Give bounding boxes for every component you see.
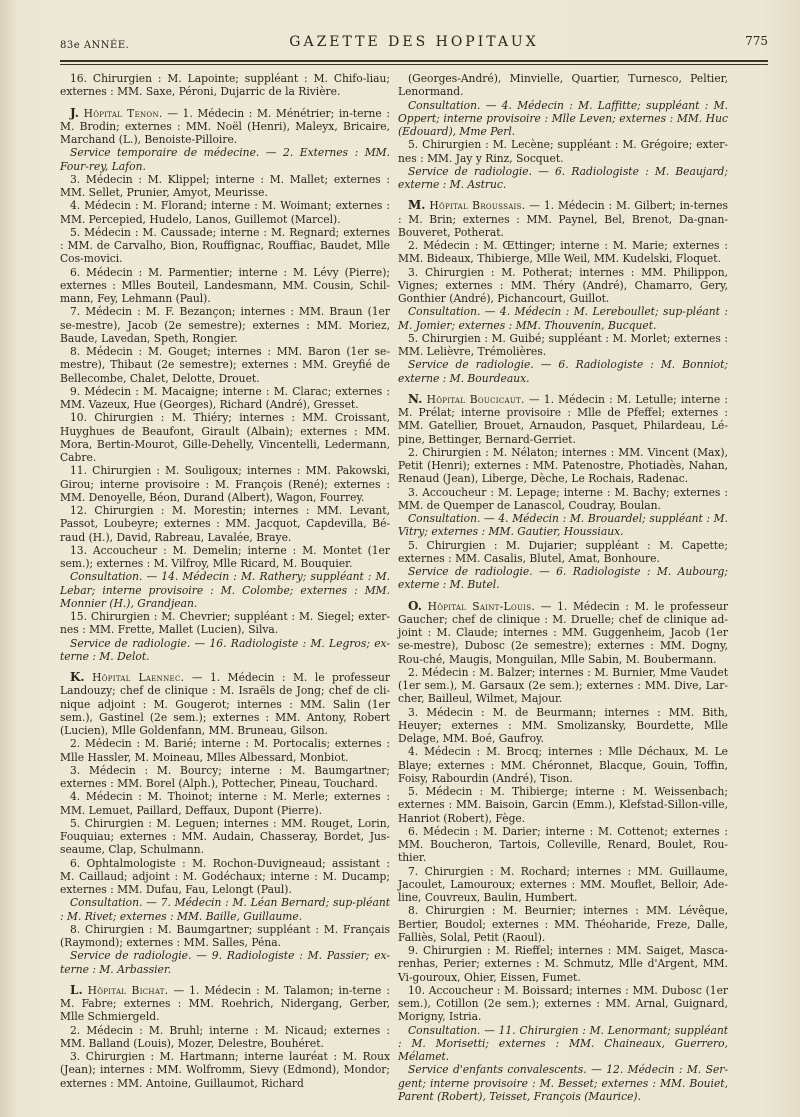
hospital-name: Hôpital Laennec. <box>92 671 185 684</box>
service-entry: 9. Médecin : M. Macaigne; interne : M. Clarac; externes : MM. Vazeux, Hue (Georges), Richard (André), Gresset. <box>60 384 390 411</box>
hospital-name: Hôpital Tenon. <box>83 106 163 120</box>
hospital-section-heading <box>60 671 390 737</box>
hospital-section-heading <box>60 107 390 147</box>
service-entry: 5. Chirurgien : M. Lecène; suppléant : M. Grégoire; exter-nes : MM. Jay y Rinz, Socquet. <box>398 138 728 165</box>
hospital-section-heading <box>398 199 728 239</box>
hospital-name: Hôpital Broussais. <box>429 199 526 213</box>
hospital-section-heading <box>398 393 728 446</box>
entry-text: — 1. Médecin : M. le professeur Landouzy; chef de clinique : M. Israëls de Jong; chef de cli-nique adjoint : M. Gougerot; internes : MM. Salin (1er sem.), Gastinel (2e sem.); externes : MM. Antony, Robert (Lucien), Mlle Goldenfann, MM. Bruneau, Gilson. <box>60 671 390 737</box>
service-entry: 3. Accoucheur : M. Lepage; interne : M. Bachy; externes : MM. de Quemper de Lanascol, Coudray, Boulan. <box>398 485 728 512</box>
header-rule <box>60 60 768 62</box>
service-entry: 8. Chirurgien : M. Baumgartner; suppléant : M. Français (Raymond); externes : MM. Salles, Péna. <box>60 922 390 949</box>
section-letter: O. <box>408 598 422 613</box>
entry-text: — 1. Médecin : M. Talamon; in-terne : M. Fabre; externes : MM. Roehrich, Nidergang, Gerber, Mlle Schmiergeld. <box>60 983 390 1024</box>
service-entry: 7. Chirurgien : M. Rochard; internes : MM. Guillaume, Jacoulet, Lamouroux; externes : MM. Mouflet, Belloir, Ade-line, Couvreux, Baulin, Humbert. <box>398 864 728 904</box>
service-entry: 6. Médecin : M. Parmentier; interne : M. Lévy (Pierre); externes : Mlles Bouteil, Landesmann, MM. Cousin, Schil-mann, Fey, Lehmann (Paul). <box>60 265 390 305</box>
service-entry: 5. Chirurgien : M. Dujarier; suppléant : M. Capette; externes : MM. Casalis, Blutel, Amat, Bonhoure. <box>398 538 728 565</box>
year-label: 83e ANNÉE. <box>60 40 130 51</box>
service-entry: 2. Médecin : M. Barié; interne : M. Portocalis; externes : Mlle Hassler, M. Moineau, Mlles Albessard, Monbiot. <box>60 737 390 764</box>
service-entry: Consultation. — 4. Médecin : M. Brouardel; suppléant : M. Vitry; externes : MM. Gautier, Houssiaux. <box>398 512 728 539</box>
service-entry: 4. Médecin : M. Brocq; internes : Mlle Déchaux, M. Le Blaye; externes : MM. Chéronnet, Blacque, Gouin, Toffin, Foisy, Rabourdin (André), Tison. <box>398 745 728 785</box>
service-entry: 8. Chirurgien : M. Beurnier; internes : MM. Lévêque, Bertier, Boudol; externes : MM. Théoharide, Freze, Dalle, Falliès, Solal, Petit (Raoul). <box>398 904 728 944</box>
entry-text: — 1. Médecin : M. Letulle; interne : M. Prélat; interne provisoire : Mlle de Pfeffel; externes : MM. Gatellier, Brouet, Arnaudon, Pasquet, Philardeau, Lé-pine, Bettinger, Bernard-Gerriet. <box>398 392 729 446</box>
section-letter: J. <box>70 105 79 120</box>
service-entry: 2. Chirurgien : M. Nélaton; internes : MM. Vincent (Max), Petit (Henri); externes : MM. Patenostre, Photiadès, Nahan, Renaud (Jean), Liberge, Dèche, Le Rochais, Radenac. <box>398 445 728 486</box>
service-entry: 3. Médecin : M. Bourcy; interne : M. Baumgartner; externes : MM. Borel (Alph.), Pottecher, Pineau, Touchard. <box>60 763 390 790</box>
page-number: 775 <box>745 34 768 48</box>
service-entry: 8. Médecin : M. Gouget; internes : MM. Baron (1er se-mestre), Thibaut (2e semestre); externes : MM. Greyfié de Bellecombe, Chalet, Delotte, Drouet. <box>60 345 390 385</box>
service-entry: 6. Médecin : M. Darier; interne : M. Cottenot; externes : MM. Boucheron, Tartois, Colleville, Renard, Boulet, Rou-thier. <box>398 824 728 865</box>
service-entry: 5. Chirurgien : M. Guibé; suppléant : M. Morlet; externes : MM. Lelièvre, Trémolières. <box>398 331 728 358</box>
hospital-section-heading <box>398 600 728 666</box>
service-entry: 9. Chirurgien : M. Rieffel; internes : MM. Saiget, Masca-renhas, Perier; externes : M. Schmutz, Mlle d'Argent, MM. Vi-gouroux, Ohier, Eissen, Fumet. <box>398 944 728 984</box>
header-rule-thin <box>60 64 768 65</box>
service-entry: 5. Médecin : M. Thibierge; interne : M. Weissenbach; externes : MM. Baisoin, Garcin (Emm.), Klefstad-Sillon-ville, Hanriot (Robert), Fège. <box>398 785 728 825</box>
service-entry: 2. Médecin : M. Balzer; internes : M. Burnier, Mme Vaudet (1er sem.), M. Garsaux (2e sem.); externes : MM. Dive, Lar-cher, Bailleul, Wilmet, Majour. <box>398 665 728 706</box>
service-entry: Consultation. — 7. Médecin : M. Léan Bernard; sup-pléant : M. Rivet; externes : MM. Baille, Guillaume. <box>60 896 390 923</box>
hospital-name: Hôpital Saint-Louis. <box>427 599 536 613</box>
service-entry: 3. Chirurgien : M. Hartmann; interne lauréat : M. Roux (Jean); internes : MM. Wolfromm, Sievy (Edmond), Mondor; externes : MM. Antoine, Guillaumot, Richard <box>60 1050 390 1090</box>
hospital-section-heading <box>60 984 390 1024</box>
hospital-name: Hôpital Boucicaut. <box>426 392 525 406</box>
service-entry: 3. Chirurgien : M. Potherat; internes : MM. Philippon, Vignes; externes : MM. Théry (André), Chamarro, Gery, Gonthier (André), Pichancourt, Guillot. <box>398 265 728 305</box>
section-letter: L. <box>70 982 83 997</box>
service-entry: 2. Médecin : M. Bruhl; interne : M. Nicaud; externes : MM. Balland (Louis), Mozer, Delestre, Bouhéret. <box>60 1023 390 1050</box>
service-entry: Service de radiologie. — 16. Radiologiste : M. Legros; ex-terne : M. Delot. <box>60 636 390 663</box>
service-entry: 13. Accoucheur : M. Demelin; interne : M. Montet (1er sem.); externes : M. Vilfroy, Mlle Ricard, M. Bouquier. <box>60 543 390 570</box>
left-column <box>60 72 390 1090</box>
right-column <box>398 72 728 1103</box>
service-entry: Service de radiologie. — 6. Radiologiste : M. Aubourg; externe : M. Butel. <box>398 565 728 592</box>
section-letter: N. <box>408 391 423 406</box>
entry-text: — 1. Médecin : M. Gilbert; in-ternes : M. Brin; externes : MM. Paynel, Bel, Brenot, Da-gnan-Bouveret, Potherat. <box>398 199 728 239</box>
section-letter: M. <box>408 198 426 213</box>
service-entry: 11. Chirurgien : M. Souligoux; internes : MM. Pakowski, Girou; interne provisoire : M. François (René); externes : MM. Denoyelle, Béon, Durand (Albert), Wagon, Fourrey. <box>60 464 390 504</box>
service-entry: Consultation. — 4. Médecin : M. Laffitte; suppléant : M. Oppert; interne provisoire : Mlle Leven; externes : MM. Huc (Edouard), Mme Perl. <box>398 98 728 138</box>
service-entry: Service de radiologie. — 6. Radiologiste : M. Bonniot; externe : M. Bourdeaux. <box>398 358 728 385</box>
running-header <box>60 26 768 56</box>
service-entry: 5. Médecin : M. Caussade; interne : M. Regnard; externes : MM. de Carvalho, Bion, Rouffignac, Rouffiac, Baudet, Mlle Cos-movici. <box>60 225 390 266</box>
entry-text: — 1. Médecin : M. Ménétrier; in-terne : M. Brodin; externes : MM. Noël (Henri), Maleyx, Bricaire, Marchand (L.), Benoiste-Pilloire. <box>60 106 390 146</box>
service-entry: 15. Chirurgien : M. Chevrier; suppléant : M. Siegel; exter-nes : MM. Frette, Mallet (Lucien), Silva. <box>60 610 390 637</box>
service-entry: Service de radiologie. — 6. Radiologiste : M. Beaujard; externe : M. Astruc. <box>398 164 728 191</box>
service-entry: Service de radiologie. — 9. Radiologiste : M. Passier; ex-terne : M. Arbassier. <box>60 949 390 976</box>
hospital-name: Hôpital Bichat. <box>87 983 169 997</box>
service-entry: Consultation. — 4. Médecin : M. Lereboullet; sup-pléant : M. Jomier; externes : MM. Thouvenin, Bucquet. <box>398 305 728 332</box>
service-entry: 12. Chirurgien : M. Morestin; internes : MM. Levant, Passot, Loubeyre; externes : MM. Jacquot, Capdevilla, Bé-raud (H.), David, Rabreau, Lavalée, Braye. <box>60 504 390 544</box>
journal-title: GAZETTE DES HOPITAUX <box>289 34 539 50</box>
service-entry: Service temporaire de médecine. — 2. Externes : MM. Four-rey, Lafon. <box>60 146 390 173</box>
service-entry: 7. Médecin : M. F. Bezançon; internes : MM. Braun (1er se-mestre), Jacob (2e semestre); externes : MM. Moriez, Baude, Lavedan, Speth, Rongier. <box>60 305 390 345</box>
service-entry: (Georges-André), Minvielle, Quartier, Turnesco, Peltier, Lenormand. <box>398 72 728 99</box>
service-entry: 16. Chirurgien : M. Lapointe; suppléant : M. Chifo-liau; externes : MM. Saxe, Péroni, Dujarric de la Rivière. <box>60 72 390 99</box>
service-entry: 10. Chirurgien : M. Thiéry; internes : MM. Croissant, Huyghues de Beaufont, Girault (Albain); externes : MM. Mora, Bertin-Mourot, Gille-Dehelly, Vincentelli, Ledermann, Cabre. <box>60 411 390 464</box>
service-entry: 6. Ophtalmologiste : M. Rochon-Duvigneaud; assistant : M. Caillaud; adjoint : M. Godéchaux; interne : M. Ducamp; externes : MM. Dufau, Fau, Lelongt (Paul). <box>60 856 390 896</box>
service-entry: Consultation. — 11. Chirurgien : M. Lenormant; suppléant : M. Morisetti; externes : MM. Chaineaux, Guerrero, Mélamet. <box>398 1023 728 1063</box>
service-entry: 10. Accoucheur : M. Boissard; internes : MM. Dubosc (1er sem.), Cotillon (2e sem.); externes : MM. Arnal, Guignard, Morigny, Istria. <box>398 983 728 1024</box>
service-entry: Consultation. — 14. Médecin : M. Rathery; suppléant : M. Lebar; interne provisoire : M. Colombe; externes : MM. Monnier (H.), Grandjean. <box>60 570 390 610</box>
service-entry: 3. Médecin : M. Klippel; interne : M. Mallet; externes : MM. Sellet, Prunier, Amyot, Meurisse. <box>60 172 390 199</box>
service-entry: 2. Médecin : M. Œttinger; interne : M. Marie; externes : MM. Bideaux, Thibierge, Mlle Weil, MM. Kudelski, Floquet. <box>398 239 728 266</box>
entry-text: — 1. Médecin : M. le professeur Gaucher; chef de clinique : M. Druelle; chef de clinique ad-joint : M. Claude; internes : MM. Guggenheim, Jacob (1er se-mestre), Dubosc (2e semestre); externes : MM. Dogny, Rou-ché, Maugis, Monguilan, Mlle Sabin, M. Boubermann. <box>398 599 728 666</box>
service-entry: Service d'enfants convalescents. — 12. Médecin : M. Ser-gent; interne provisoire : M. Besset; externes : MM. Bouiet, Parent (Robert), Teisset, François (Maurice). <box>398 1063 728 1103</box>
service-entry: 3. Médecin : M. de Beurmann; internes : MM. Bith, Heuyer; externes : MM. Smolizansky, Bourdette, Mlle Delage, MM. Boé, Gaufroy. <box>398 705 728 745</box>
section-letter: K. <box>70 670 85 684</box>
service-entry: 5. Chirurgien : M. Leguen; internes : MM. Rouget, Lorin, Fouquiau; externes : MM. Audain, Chasseray, Bordet, Jus-seaume, Clap, Schulmann. <box>60 816 390 857</box>
service-entry: 4. Médecin : M. Thoinot; interne : M. Merle; externes : MM. Lemuet, Paillard, Deffaux, Dupont (Pierre). <box>60 790 390 817</box>
service-entry: 4. Médecin : M. Florand; interne : M. Woimant; externes : MM. Percepied, Hudelo, Lanos, Guillemot (Marcel). <box>60 199 390 226</box>
